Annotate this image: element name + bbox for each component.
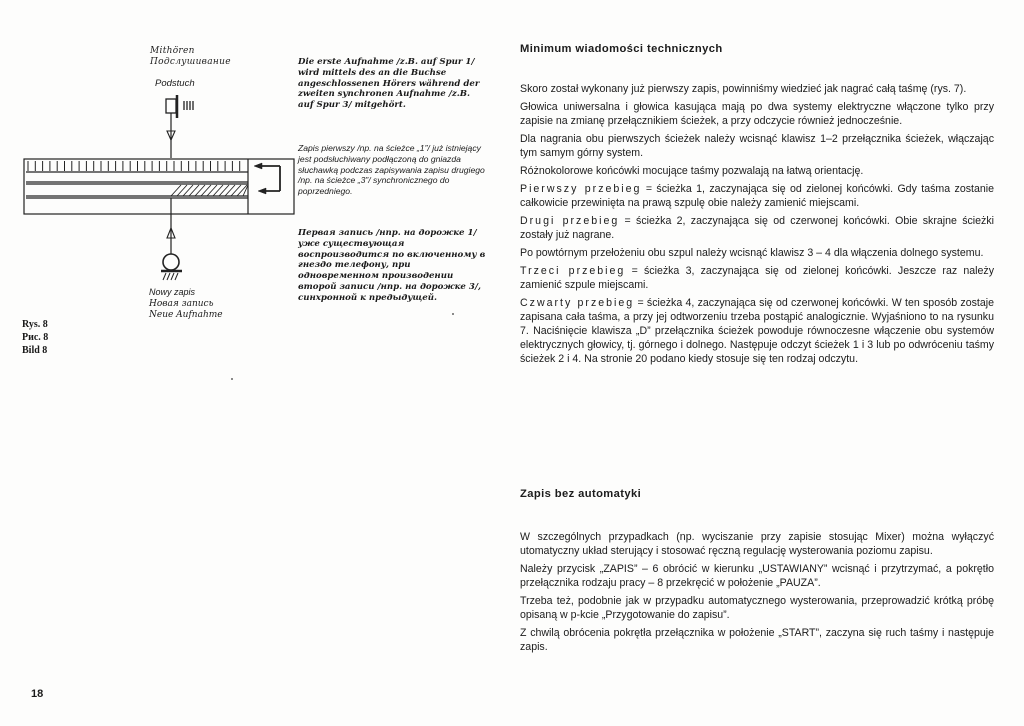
paragraph: Trzeba też, podobnie jak w przypadku automatycznego wysterowania, przeprowadzić krótką próbę opisaną w p-kcie „Przygotowanie do zapisu”. <box>520 595 994 621</box>
track1-ticks <box>28 161 240 171</box>
hatch-line <box>231 185 241 196</box>
direction-arrows <box>254 163 280 194</box>
bottom-caption-ru: Новая запись <box>149 298 214 309</box>
section-body <box>520 530 994 654</box>
top-caption-ru: Подслушивание <box>150 57 231 67</box>
paragraph <box>520 182 994 210</box>
paragraph <box>520 82 994 96</box>
hatch-line <box>213 185 223 196</box>
figure-label-de: Bild 8 <box>22 345 48 356</box>
bottom-caption-pl: Nowy zapis <box>149 287 196 297</box>
figure-label-ru: Рис. 8 <box>22 332 49 343</box>
paragraph <box>520 296 994 366</box>
paragraph: W szczególnych przypadkach (np. wyciszanie przy zapisie stosując Mixer) można wyłączyć utomatyczny układ sterujący i stosować ręczną regulację wysterowania poziomu zapisu. <box>520 531 994 557</box>
paragraph-text: Skoro został wykonany już pierwszy zapis, powinniśmy wiedzieć jak nagrać całą taśmę (rys. 7). <box>520 83 967 95</box>
bottom-caption <box>149 287 223 322</box>
hatch-line <box>201 185 211 196</box>
pass-label: Trzeci przebieg <box>520 265 626 277</box>
figure-note-ru: Первая запись /нпр. на дорожке 1/ уже существующая воспроизводится по включенному в гнездо телефону, при одновременном производении второй записи /нпр. на дорожке 3/, синхронной к предыдущей. <box>298 228 486 303</box>
top-caption-pl: Podstuch <box>155 78 195 89</box>
paragraph-text: = ścieżka 1, zaczynająca się od zielonej końcówki. Gdy taśma zostanie całkowicie przewinięta na prawą szpulę obie należy zamienić miejscami. <box>520 183 994 209</box>
figure-note-de: Die erste Aufnahme /z.B. auf Spur 1/ wird mittels des an die Buchse angeschlossenen Hörers während der zweiten synchronen Aufnahme /z.B. auf Spur 3/ mitgehört. <box>298 57 480 111</box>
paragraph-text: Dla nagrania obu pierwszych ścieżek należy wcisnąć klawisz 1–2 przełącznika ścieżek, włączając tym samym górny system. <box>520 133 994 159</box>
paragraph <box>520 132 994 160</box>
headphone-symbol <box>166 95 193 118</box>
paragraph: Z chwilą obrócenia pokrętła przełącznika w położenie „START”, zaczyna się ruch taśmy i następuje zapis. <box>520 627 994 653</box>
section-body <box>520 82 994 366</box>
page-number: 18 <box>31 688 44 700</box>
recording-head-symbol <box>161 254 182 280</box>
section-heading: Minimum wiadomości technicznych <box>520 43 723 55</box>
hatch-line <box>183 185 193 196</box>
track3-hatched-recording <box>171 185 248 196</box>
figure-label <box>22 318 48 357</box>
top-caption-de-ru <box>150 46 231 68</box>
hatch-line <box>207 185 217 196</box>
hatch-line <box>171 185 181 196</box>
paragraph-text: Głowica uniwersalna i głowica kasująca mają po dwa systemy elektryczne włączone tylko przy zapisie na zmianę przełącznikiem ścieżek, a przy odczycie również jednocześnie. <box>520 101 994 127</box>
section-heading: Zapis bez automatyki <box>520 488 642 500</box>
scan-speck <box>452 313 454 315</box>
figure-label-pl: Rys. 8 <box>22 319 48 330</box>
hatch-line <box>177 185 187 196</box>
paragraph-text: = ścieżka 3, zaczynająca się od zielonej końcówki. Jeszcze raz należy zamienić szpule miejscami. <box>520 265 994 291</box>
paragraph-text: Po powtórnym przełożeniu obu szpul należy wcisnąć klawisz 3 – 4 dla włączenia dolnego systemu. <box>520 247 984 259</box>
scan-speck <box>231 378 233 380</box>
pass-label: Drugi przebieg <box>520 215 620 227</box>
hatch-line <box>195 185 205 196</box>
figure-note-pl: Zapis pierwszy /np. na ścieżce „1”/ już istniejący jest podsłuchiwany podłączoną do gniazda słuchawką podczas zapisywania zapisu drugiego /np. na ścieżce „3”/ synchronicznego do poprzedniego. <box>298 143 485 197</box>
paragraph <box>520 214 994 242</box>
paragraph <box>520 264 994 292</box>
hatch-line <box>219 185 229 196</box>
paragraph-text: Różnokolorowe końcówki mocujące taśmy pozwalają na łatwą orientację. <box>520 165 864 177</box>
pass-label: Czwarty przebieg <box>520 297 635 309</box>
hatch-line <box>189 185 199 196</box>
paragraph: Należy przycisk „ZAPIS” – 6 obrócić w kierunku „USTAWIANY” wcisnąć i przytrzymać, a pokrętło przełącznika rodzaju pracy – 8 przekręcić w położenie „PAUZA”. <box>520 563 994 589</box>
top-caption-de: Mithören <box>150 46 195 56</box>
paragraph <box>520 164 994 178</box>
section-technical-basics <box>520 42 994 370</box>
paragraph <box>520 100 994 128</box>
pass-label: Pierwszy przebieg <box>520 183 642 195</box>
paragraph-text: = ścieżka 2, zaczynająca się od czerwonej końcówki. Obie skrajne ścieżki zostały już nagrane. <box>520 215 994 241</box>
hatch-line <box>225 185 235 196</box>
section-manual-recording <box>520 487 994 658</box>
bottom-caption-de: Neue Aufnahme <box>149 310 223 320</box>
paragraph <box>520 246 994 260</box>
paragraph-text: = ścieżka 4, zaczynająca się od czerwonej końcówki. W ten sposób zostaje zapisana cała taśma, a przy jej odtworzeniu trzeba postąpić analogicznie. Wyjaśniono to na rysunku 7. Naciśnięcie klawisza „D” przełącznika ścieżek powoduje równoczesne włączenie obu systemów elektrycznych głowicy, tj. górnego i dolnego. Następuje odczyt ścieżek 1 i 3 lub po odwróceniu taśmy ścieżek 2 i 4. Na stronie 20 podano kiedy stosuje się ten rodzaj odczytu. <box>520 297 994 365</box>
